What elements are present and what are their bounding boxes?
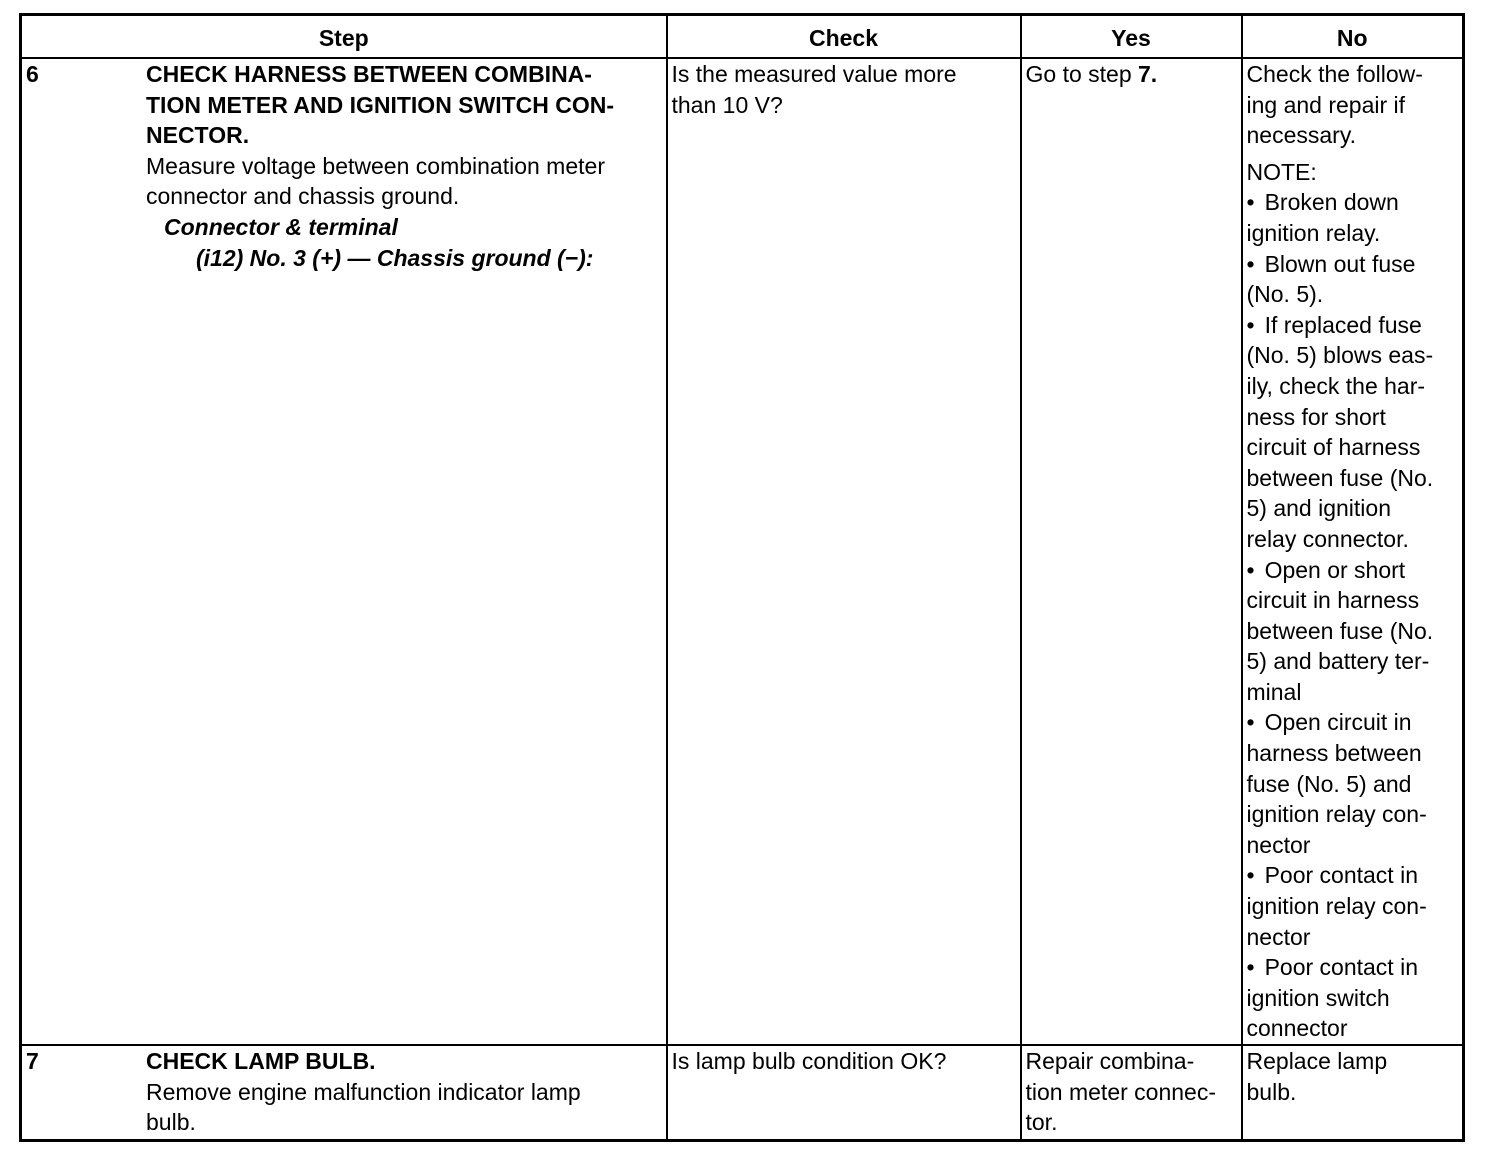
no-bullet-line: • Open or short [1247, 555, 1459, 586]
no-bullet-line: 5) and battery ter- [1246, 648, 1430, 675]
no-bullet-line: ignition relay con- [1246, 801, 1427, 828]
no-bullet-line: circuit of harness [1246, 434, 1421, 461]
no-bullet-item [1247, 952, 1459, 1044]
no-intro-line: necessary. [1246, 122, 1357, 149]
diagnosis-table [19, 13, 1465, 1142]
no-bullet-line: • Open circuit in [1247, 707, 1459, 738]
spec-value: (i12) No. 3 (+) — Chassis ground (−): [196, 244, 594, 271]
no-bullet-line: ignition switch [1246, 984, 1390, 1011]
yes-step-ref: 7. [1138, 61, 1158, 87]
header-row [21, 15, 1464, 59]
step-title-line: NECTOR. [146, 122, 250, 149]
no-line: bulb. [1246, 1078, 1297, 1105]
header-no: No [1242, 15, 1464, 59]
no-bullet-line: nector [1246, 923, 1311, 950]
no-bullet-list [1247, 187, 1459, 1044]
no-bullet-line: fuse (No. 5) and [1246, 770, 1412, 797]
step-description-line: Measure voltage between combination meter [146, 152, 605, 179]
step-title-line: CHECK HARNESS BETWEEN COMBINA- [146, 61, 592, 87]
step-number: 7 [26, 1048, 39, 1074]
header-step: Step [21, 15, 667, 59]
header-yes: Yes [1021, 15, 1242, 59]
no-bullet-line: circuit in harness [1246, 587, 1420, 614]
step-description-line: bulb. [146, 1109, 196, 1136]
no-bullet-line: ily, check the har- [1246, 372, 1426, 399]
yes-text: Go to step [1025, 61, 1139, 87]
no-bullet-line: (No. 5) blows eas- [1246, 342, 1434, 369]
no-bullet-line: • Broken down [1247, 187, 1459, 218]
no-bullet-line: relay connector. [1246, 525, 1409, 552]
no-bullet-line: 5) and ignition [1246, 495, 1391, 522]
check-text: Is lamp bulb condition OK? [671, 1048, 947, 1074]
check-line: than 10 V? [671, 91, 783, 118]
table-row-step-7 [21, 1045, 1464, 1141]
step-number: 6 [26, 61, 39, 87]
no-bullet-line: • Poor contact in [1247, 952, 1459, 983]
no-intro-line: Check the follow- [1246, 61, 1423, 87]
no-bullet-line: between fuse (No. [1246, 617, 1434, 644]
no-bullet-item [1247, 187, 1459, 248]
yes-line: tion meter connec- [1025, 1078, 1216, 1105]
no-line: Replace lamp [1246, 1048, 1388, 1074]
no-bullet-item [1247, 310, 1459, 555]
yes-cell [1021, 1045, 1242, 1141]
no-intro-line: ing and repair if [1246, 91, 1406, 118]
no-bullet-item [1247, 249, 1459, 310]
no-bullet-item [1247, 860, 1459, 952]
no-bullet-line: ignition relay con- [1246, 893, 1427, 920]
no-bullet-line: nector [1246, 831, 1311, 858]
no-bullet-item [1247, 707, 1459, 860]
yes-cell [1021, 58, 1242, 1045]
table-row-step-6 [21, 58, 1464, 1045]
note-label: NOTE: [1246, 158, 1317, 185]
no-bullet-line: • If replaced fuse [1247, 310, 1459, 341]
step-description-line: Remove engine malfunction indicator lamp [146, 1078, 581, 1105]
no-bullet-line: (No. 5). [1246, 281, 1324, 308]
no-bullet-line: • Blown out fuse [1247, 249, 1459, 280]
step-description-line: connector and chassis ground. [146, 183, 460, 210]
no-bullet-line: ignition relay. [1246, 219, 1381, 246]
no-bullet-line: • Poor contact in [1247, 860, 1459, 891]
no-bullet-line: connector [1246, 1015, 1348, 1042]
no-cell [1242, 58, 1464, 1045]
no-bullet-line: between fuse (No. [1246, 464, 1434, 491]
no-bullet-item [1247, 555, 1459, 708]
spec-label: Connector & terminal [164, 213, 398, 240]
yes-line: tor. [1025, 1109, 1058, 1136]
check-cell [667, 1045, 1021, 1141]
no-cell [1242, 1045, 1464, 1141]
step-cell [21, 58, 667, 1045]
check-cell [667, 58, 1021, 1045]
step-title-line: TION METER AND IGNITION SWITCH CON- [146, 91, 615, 118]
step-title: CHECK LAMP BULB. [146, 1048, 376, 1074]
yes-line: Repair combina- [1025, 1048, 1195, 1074]
step-cell [21, 1045, 667, 1141]
check-line: Is the measured value more [671, 61, 957, 87]
no-bullet-line: harness between [1246, 740, 1422, 767]
header-check: Check [667, 15, 1021, 59]
no-bullet-line: ness for short [1246, 403, 1386, 430]
no-bullet-line: minal [1246, 678, 1302, 705]
